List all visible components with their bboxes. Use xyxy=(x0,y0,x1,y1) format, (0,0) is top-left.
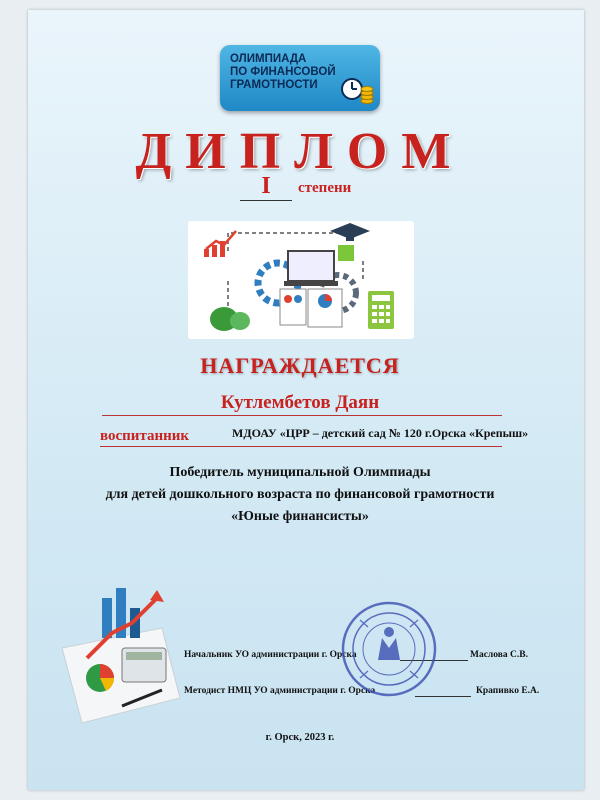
winner-line-3: «Юные финансисты» xyxy=(231,509,369,524)
recipient-name: Кутлембетов Даян xyxy=(220,392,380,413)
role-label: воспитанник xyxy=(100,428,190,444)
winner-line-2: для детей дошкольного возраста по финансовой грамотности xyxy=(105,487,495,502)
logo-line-1: ОЛИМПИАДА xyxy=(230,53,307,65)
degree-value: I xyxy=(240,172,292,201)
signature-1-title: Начальник УО администрации г. Орска xyxy=(184,650,357,660)
footer-place-date: г. Орск, 2023 г. xyxy=(265,732,335,743)
organization-name: МДОАУ «ЦРР – детский сад № 120 г.Орска «Крепыш» xyxy=(232,426,529,440)
organization-underline xyxy=(100,446,502,447)
name-underline xyxy=(102,415,502,416)
winner-text xyxy=(0,462,600,528)
winner-line-1: Победитель муниципальной Олимпиады xyxy=(169,465,431,480)
signature-2-title: Методист НМЦ УО администрации г. Орска xyxy=(184,686,376,696)
finance-infographic-icon xyxy=(188,221,414,339)
finance-illustration xyxy=(188,221,414,339)
signature-2-name: Крапивко Е.А. xyxy=(476,686,540,696)
logo-line-2: ПО ФИНАНСОВОЙ xyxy=(230,66,336,78)
diploma-title: ДИПЛОМ xyxy=(135,123,465,180)
olympiad-logo xyxy=(220,45,380,111)
degree-label: степени xyxy=(298,180,352,196)
award-heading: НАГРАЖДАЕТСЯ xyxy=(200,353,400,378)
clock-coins-icon xyxy=(340,71,374,105)
official-stamp xyxy=(340,600,438,698)
signature-1-name: Маслова С.В. xyxy=(470,650,528,660)
logo-line-3: ГРАМОТНОСТИ xyxy=(230,79,318,91)
finance-desk-illustration xyxy=(62,578,180,728)
